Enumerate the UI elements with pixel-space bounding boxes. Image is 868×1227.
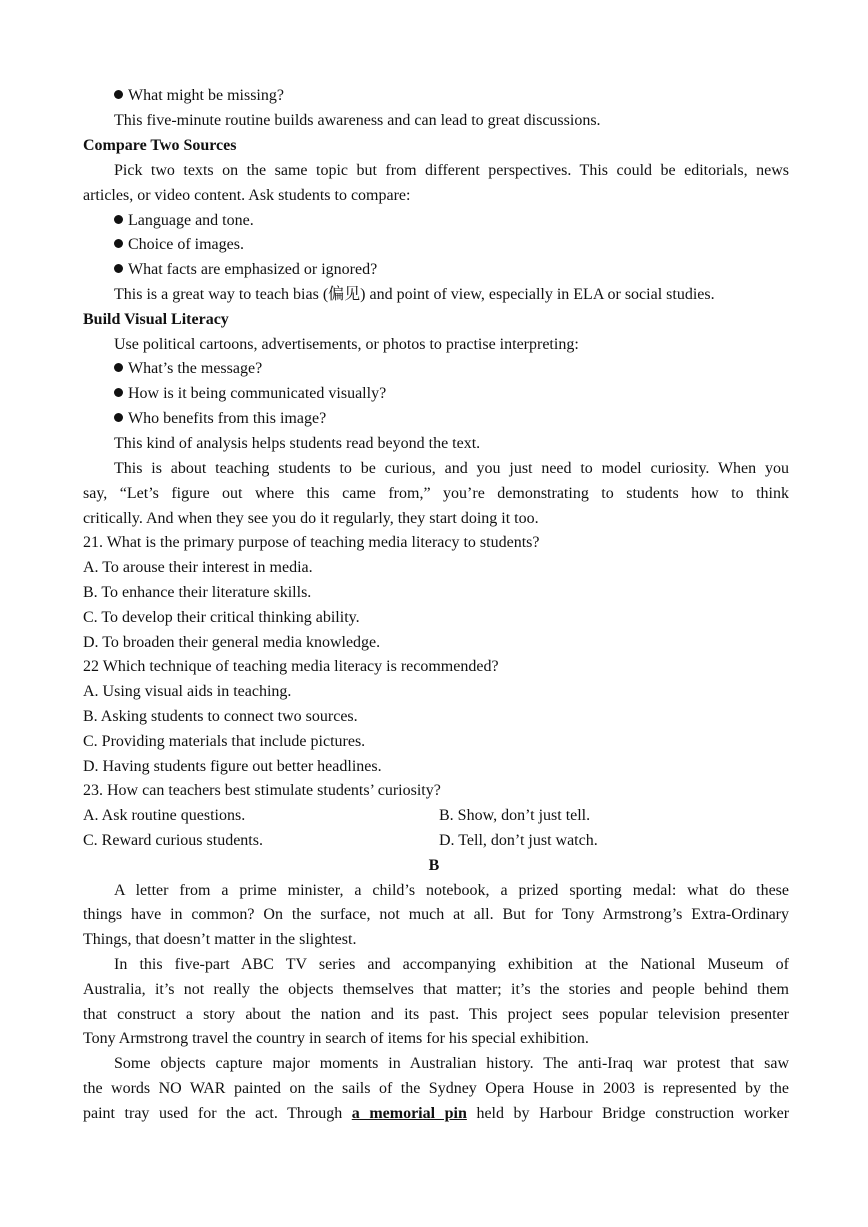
- list-item: [114, 235, 820, 255]
- paragraph: This is a great way to teach bias (偏见) and point of view, especially in ELA or social studies.: [114, 286, 715, 303]
- bullet-icon: [114, 363, 123, 372]
- passage-label: B: [428, 857, 440, 874]
- paragraph-line: Pick two texts on the same topic but from different perspectives. This could be editorials, news: [114, 162, 789, 179]
- paragraph: This kind of analysis helps students read beyond the text.: [114, 435, 481, 452]
- paragraph-line: [83, 1104, 789, 1124]
- paragraph-text: held by Harbour Bridge construction worker: [476, 1105, 790, 1122]
- answer-option: B. To enhance their literature skills.: [83, 584, 312, 601]
- underlined-phrase: a memorial pin: [351, 1105, 467, 1122]
- list-item: [114, 384, 820, 404]
- paragraph-line: critically. And when they see you do it regularly, they start doing it too.: [83, 510, 539, 527]
- paragraph-line: that construct a story about the nation and its past. This project sees popular television presenter: [83, 1006, 789, 1023]
- list-item-text: What might be missing?: [128, 87, 284, 104]
- answer-option: D. To broaden their general media knowledge.: [83, 634, 381, 651]
- answer-option: A. To arouse their interest in media.: [83, 559, 313, 576]
- paragraph-text: paint tray used for the act. Through: [83, 1105, 343, 1122]
- section-heading: Build Visual Literacy: [83, 311, 229, 328]
- section-heading: Compare Two Sources: [83, 137, 237, 154]
- answer-option: D. Having students figure out better headlines.: [83, 758, 382, 775]
- list-item-text: What’s the message?: [128, 360, 263, 377]
- list-item-text: Choice of images.: [128, 236, 244, 253]
- answer-option: C. Providing materials that include pictures.: [83, 733, 366, 750]
- bullet-icon: [114, 90, 123, 99]
- paragraph-line: the words NO WAR painted on the sails of the Sydney Opera House in 2003 is represented by the: [83, 1080, 789, 1097]
- paragraph-line: things have in common? On the surface, not much at all. But for Tony Armstrong’s Extra-Ordinary: [83, 906, 789, 923]
- answer-option: D. Tell, don’t just watch.: [439, 832, 598, 849]
- list-item: [114, 260, 820, 280]
- paragraph-line: Australia, it’s not really the objects themselves that matter; it’s the stories and people behind them: [83, 981, 789, 998]
- question-stem: 23. How can teachers best stimulate students’ curiosity?: [83, 782, 441, 799]
- question-stem: 22 Which technique of teaching media literacy is recommended?: [83, 658, 499, 675]
- bullet-icon: [114, 413, 123, 422]
- paragraph-line: Tony Armstrong travel the country in search of items for his special exhibition.: [83, 1030, 589, 1047]
- answer-option: A. Using visual aids in teaching.: [83, 683, 292, 700]
- bullet-icon: [114, 264, 123, 273]
- question-stem: 21. What is the primary purpose of teaching media literacy to students?: [83, 534, 540, 551]
- bullet-icon: [114, 388, 123, 397]
- bullet-icon: [114, 215, 123, 224]
- list-item: [114, 211, 820, 231]
- bullet-icon: [114, 239, 123, 248]
- list-item: [114, 409, 820, 429]
- paragraph-line: This is about teaching students to be curious, and you just need to model curiosity. When you: [114, 460, 789, 477]
- paragraph-line: Some objects capture major moments in Australian history. The anti-Iraq war protest that saw: [114, 1055, 789, 1072]
- paragraph-line: say, “Let’s figure out where this came from,” you’re demonstrating to students how to think: [83, 485, 789, 502]
- answer-option: C. To develop their critical thinking ability.: [83, 609, 360, 626]
- paragraph-line: articles, or video content. Ask students to compare:: [83, 187, 411, 204]
- paragraph-line: In this five-part ABC TV series and accompanying exhibition at the National Museum of: [114, 956, 789, 973]
- answer-option: B. Asking students to connect two sources.: [83, 708, 358, 725]
- paragraph: This five-minute routine builds awareness and can lead to great discussions.: [114, 112, 601, 129]
- list-item: [114, 359, 820, 379]
- list-item-text: Language and tone.: [128, 212, 254, 229]
- paragraph-line: A letter from a prime minister, a child’s notebook, a prized sporting medal: what do these: [114, 882, 789, 899]
- list-item-text: What facts are emphasized or ignored?: [128, 261, 378, 278]
- list-item: [114, 86, 820, 106]
- paragraph-line: Things, that doesn’t matter in the slightest.: [83, 931, 357, 948]
- paragraph: Use political cartoons, advertisements, or photos to practise interpreting:: [114, 336, 579, 353]
- list-item-text: How is it being communicated visually?: [128, 385, 387, 402]
- answer-option: C. Reward curious students.: [83, 832, 263, 849]
- answer-option: A. Ask routine questions.: [83, 807, 246, 824]
- list-item-text: Who benefits from this image?: [128, 410, 327, 427]
- answer-option: B. Show, don’t just tell.: [439, 807, 591, 824]
